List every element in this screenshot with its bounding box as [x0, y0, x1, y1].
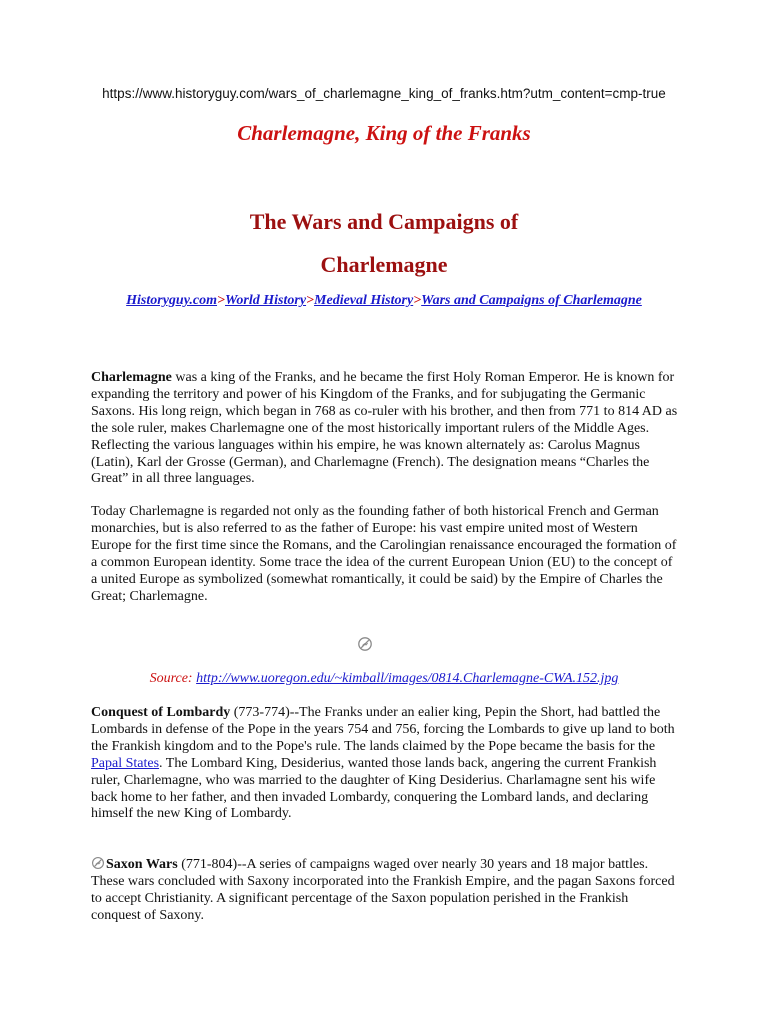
breadcrumb-link-world-history[interactable]: World History	[225, 293, 307, 308]
saxon-text: (771-804)--A series of campaigns waged over nearly 30 years and 18 major battles. These wars concluded with Saxony incorporated into the Frankish Empire, and the pagan Saxons forced to accept Christianity. A significant percentage of the Saxon population perished in the Frankish conquest of Saxony.	[91, 857, 675, 923]
image-source	[0, 671, 768, 687]
page-heading-line-2: Charlemagne	[320, 252, 448, 277]
breadcrumb-separator: >	[217, 293, 226, 308]
saxon-lead: Saxon Wars	[106, 857, 178, 872]
page-url: https://www.historyguy.com/wars_of_charlemagne_king_of_franks.htm?utm_content=cmp-true	[102, 86, 666, 101]
lombardy-text-2: . The Lombard King, Desiderius, wanted those lands back, angering the current Frankish ruler, Charlemagne, who was married to the daughter of King Desiderius. Charlamagne sent his wife back home to her father, and then invaded Lombardy, conquering the Lombard lands, and declaring himself the new King of Lombardy.	[91, 755, 657, 822]
intro-paragraph	[91, 370, 681, 488]
lombardy-lead: Conquest of Lombardy	[91, 705, 231, 720]
intro-lead: Charlemagne	[91, 370, 172, 385]
europe-paragraph: Today Charlemagne is regarded not only as the founding father of both historical French and German monarchies, but is also referred to as the father of Europe: his vast empire united most of Western Europe for the first time since the Romans, and the Carolingian renaissance encouraged the formation of a common European identity. Some trace the idea of the current European Union (EU) to the concept of a united Europe as symbolized (somewhat romantically, it could be said) by the Empire of Charles the Great; Charlemagne.	[91, 504, 677, 604]
papal-states-link[interactable]: Papal States	[91, 755, 160, 771]
broken-image-icon[interactable]	[357, 636, 373, 652]
breadcrumb	[0, 293, 768, 309]
broken-image-icon[interactable]	[91, 856, 105, 870]
lombardy-text-1: (773-774)--The Franks under an ealier king, Pepin the Short, had battled the Lombards in defense of the Pope in the years 754 and 756, forcing the Lombards to give up land to both the Frankish kingdom and to the Pope's rule. The lands claimed by the Pope became the basis for the	[91, 705, 675, 754]
intro-text: was a king of the Franks, and he became the first Holy Roman Emperor. He is known for expanding the territory and power of his Kingdom of the Franks, and for subjugating the Germanic Saxons. His long reign, which began in 768 as co-ruler with his brother, and then from 771 to 814 AD as the sole ruler, makes Charlemagne one of the most historically important rulers of the Middle Ages. Reflecting the various languages within his empire, he was known alternately as: Carolus Magnus (Latin), Karl der Grosse (German), and Charlemagne (French). The designation means “Charles the Great” in all three languages.	[91, 370, 678, 487]
saxon-paragraph	[91, 856, 681, 925]
breadcrumb-link-medieval-history[interactable]: Medieval History	[314, 293, 414, 308]
breadcrumb-separator: >	[413, 293, 422, 308]
source-label: Source:	[149, 671, 197, 686]
page-heading-line-1: The Wars and Campaigns of	[249, 209, 519, 234]
breadcrumb-separator: >	[306, 293, 315, 308]
breadcrumb-link-historyguy[interactable]: Historyguy.com	[126, 293, 218, 308]
lombardy-paragraph	[91, 705, 681, 823]
site-title: Charlemagne, King of the Franks	[237, 121, 531, 145]
breadcrumb-link-wars-campaigns[interactable]: Wars and Campaigns of Charlemagne	[421, 293, 642, 308]
source-link[interactable]: http://www.uoregon.edu/~kimball/images/0814.Charlemagne-CWA.152.jpg	[196, 671, 619, 686]
